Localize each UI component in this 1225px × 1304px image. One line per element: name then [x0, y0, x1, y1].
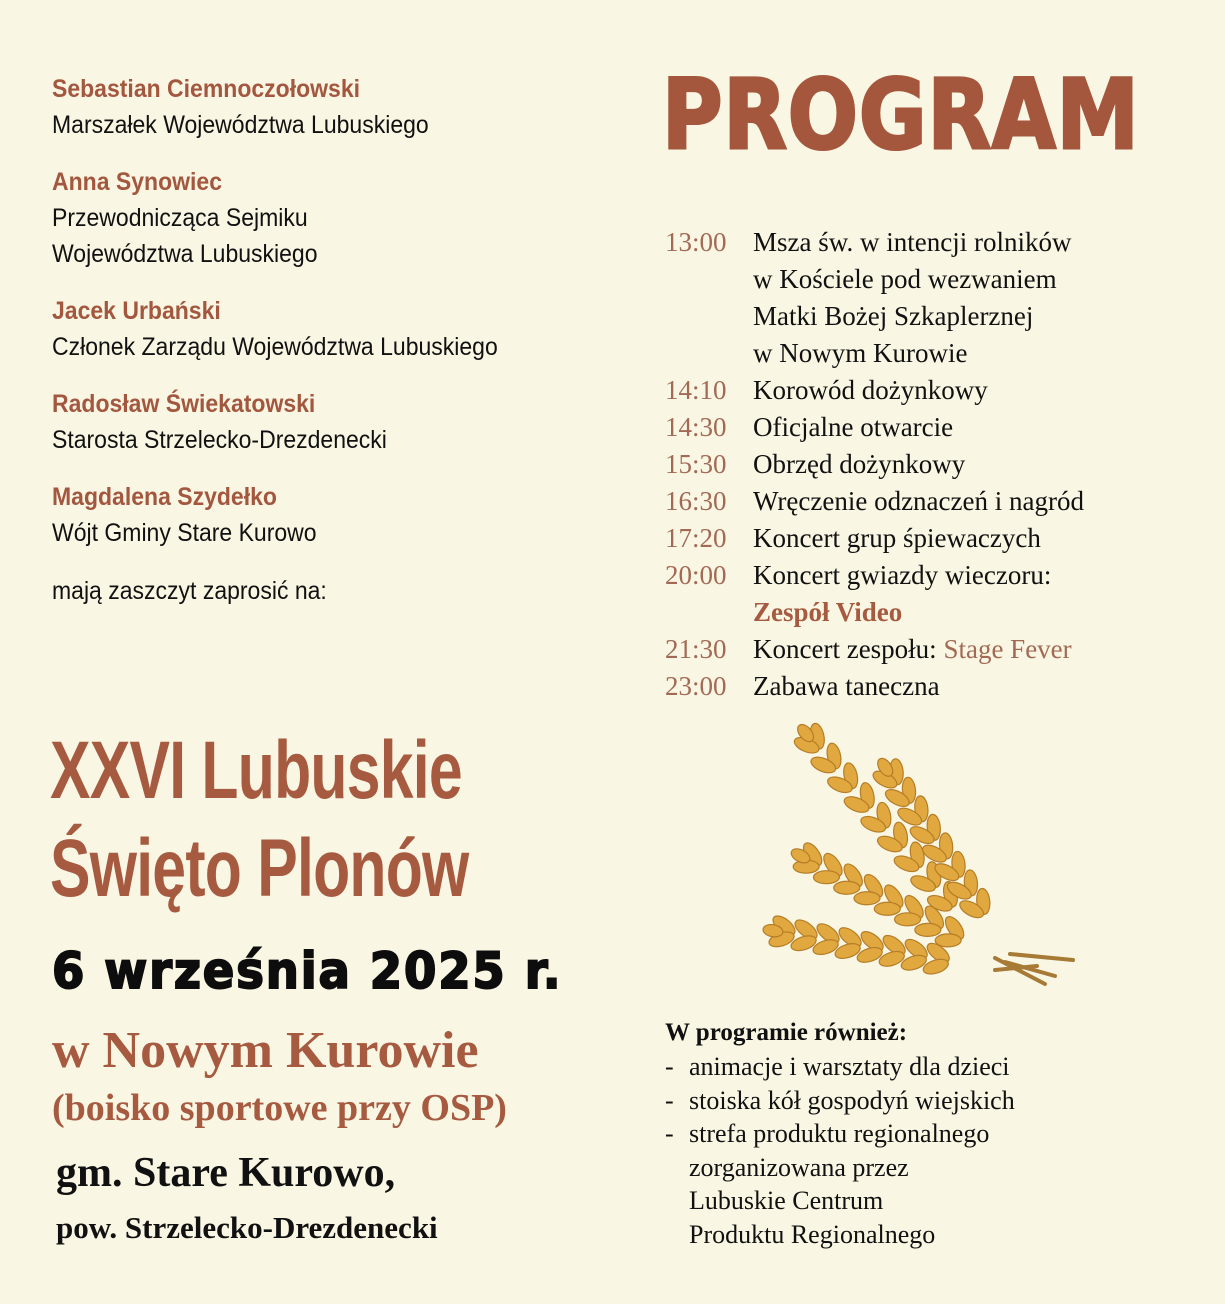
bullet-dash: -	[665, 1119, 674, 1148]
host-name: Anna Synowiec	[52, 168, 222, 196]
schedule-description: Obrzęd dożynkowy	[753, 449, 966, 479]
description-line: w Kościele pod wezwaniem	[753, 264, 1057, 294]
wheat-grain	[854, 892, 880, 905]
host-role: Województwa Lubuskiego	[52, 240, 318, 268]
wheat-ear	[760, 910, 955, 980]
also-item-text	[689, 1117, 989, 1251]
schedule-description	[753, 631, 1072, 668]
schedule-description	[753, 224, 1071, 372]
schedule-time: 13:00	[665, 227, 727, 257]
event-title-line: XXVI Lubuskie	[50, 725, 462, 816]
host-name: Sebastian Ciemnoczołowski	[52, 75, 361, 103]
host-name: Jacek Urbański	[52, 297, 221, 325]
wheat-grain	[915, 923, 941, 936]
description-line: Koncert gwiazdy wieczoru:	[753, 560, 1052, 590]
wheat-grain	[813, 871, 839, 884]
event-title-line: Święto Plonów	[50, 823, 469, 914]
host-name: Radosław Świekatowski	[52, 390, 316, 418]
band-name: Stage Fever	[943, 634, 1072, 664]
description-prefix: Koncert zespołu:	[753, 634, 944, 664]
schedule-row	[665, 631, 1205, 668]
schedule-description: Wręczenie odznaczeń i nagród	[753, 486, 1084, 516]
program-schedule	[665, 224, 1205, 705]
schedule-row	[665, 446, 1205, 483]
event-gmina: gm. Stare Kurowo,	[56, 1150, 396, 1196]
host-role: Przewodnicząca Sejmiku	[52, 204, 308, 232]
event-powiat: pow. Strzelecko-Drezdenecki	[56, 1210, 438, 1245]
host-role: Marszałek Województwa Lubuskiego	[52, 111, 429, 139]
hosts-section	[52, 72, 632, 609]
schedule-time: 14:30	[665, 412, 727, 442]
schedule-time: 17:20	[665, 523, 727, 553]
host-entry	[52, 72, 632, 143]
host-entry	[52, 480, 632, 551]
schedule-time: 15:30	[665, 449, 727, 479]
schedule-row	[665, 409, 1205, 446]
schedule-row	[665, 557, 1205, 631]
event-title	[50, 722, 469, 918]
schedule-time: 21:30	[665, 634, 727, 664]
event-place: w Nowym Kurowie	[52, 1022, 479, 1079]
host-entry	[52, 165, 632, 272]
also-list-item	[665, 1050, 1015, 1084]
event-venue: (boisko sportowe przy OSP)	[52, 1087, 507, 1129]
also-list-item	[665, 1084, 1015, 1118]
schedule-time: 14:10	[665, 375, 727, 405]
schedule-description: Zabawa taneczna	[753, 671, 940, 701]
wheat-stem	[1010, 954, 1073, 960]
schedule-row	[665, 483, 1205, 520]
host-role: Wójt Gminy Stare Kurowo	[52, 519, 317, 547]
schedule-row	[665, 372, 1205, 409]
wheat-grain	[895, 913, 921, 926]
schedule-row	[665, 520, 1205, 557]
description-line: w Nowym Kurowie	[753, 338, 968, 368]
schedule-time: 16:30	[665, 486, 727, 516]
item-line: stoiska kół gospodyń wiejskich	[689, 1085, 1015, 1115]
host-name: Magdalena Szydełko	[52, 483, 277, 511]
host-entry	[52, 294, 632, 365]
program-title: PROGRAM	[662, 59, 1140, 171]
item-line: animacje i warsztaty dla dzieci	[689, 1052, 1010, 1081]
item-line: zorganizowana przez	[689, 1152, 909, 1182]
item-line: Lubuskie Centrum	[689, 1186, 884, 1215]
wheat-grain	[834, 881, 860, 894]
schedule-description: Oficjalne otwarcie	[753, 412, 954, 442]
description-line: Msza św. w intencji rolników	[753, 227, 1072, 257]
wheat-grain	[874, 902, 900, 915]
host-entry	[52, 387, 632, 458]
host-role: Starosta Strzelecko-Drezdenecki	[52, 426, 387, 454]
schedule-description: Koncert grup śpiewaczych	[753, 523, 1041, 553]
schedule-description: Korowód dożynkowy	[753, 375, 988, 405]
description-line: Matki Bożej Szkaplerznej	[753, 301, 1034, 331]
schedule-row	[665, 224, 1205, 372]
event-date: 6 września 2025 r.	[52, 942, 563, 1000]
schedule-time: 20:00	[665, 560, 727, 590]
wheat-ears-icon	[755, 722, 1075, 988]
schedule-time: 23:00	[665, 671, 727, 701]
also-item-text	[689, 1050, 1010, 1084]
schedule-description	[753, 557, 1051, 631]
also-item-text	[689, 1084, 1015, 1118]
also-in-program	[665, 1016, 1015, 1251]
item-line: strefa produktu regionalnego	[689, 1119, 990, 1148]
item-line: Produktu Regionalnego	[689, 1219, 936, 1249]
host-role: Członek Zarządu Województwa Lubuskiego	[52, 333, 498, 361]
bullet-dash: -	[665, 1085, 674, 1115]
bullet-dash: -	[665, 1052, 674, 1081]
headliner-name: Zespół Video	[753, 597, 903, 627]
schedule-row	[665, 668, 1205, 705]
also-title: W programie również:	[665, 1019, 908, 1046]
invite-text: mają zaszczyt zaprosić na:	[52, 577, 327, 605]
also-list-item	[665, 1117, 1015, 1251]
